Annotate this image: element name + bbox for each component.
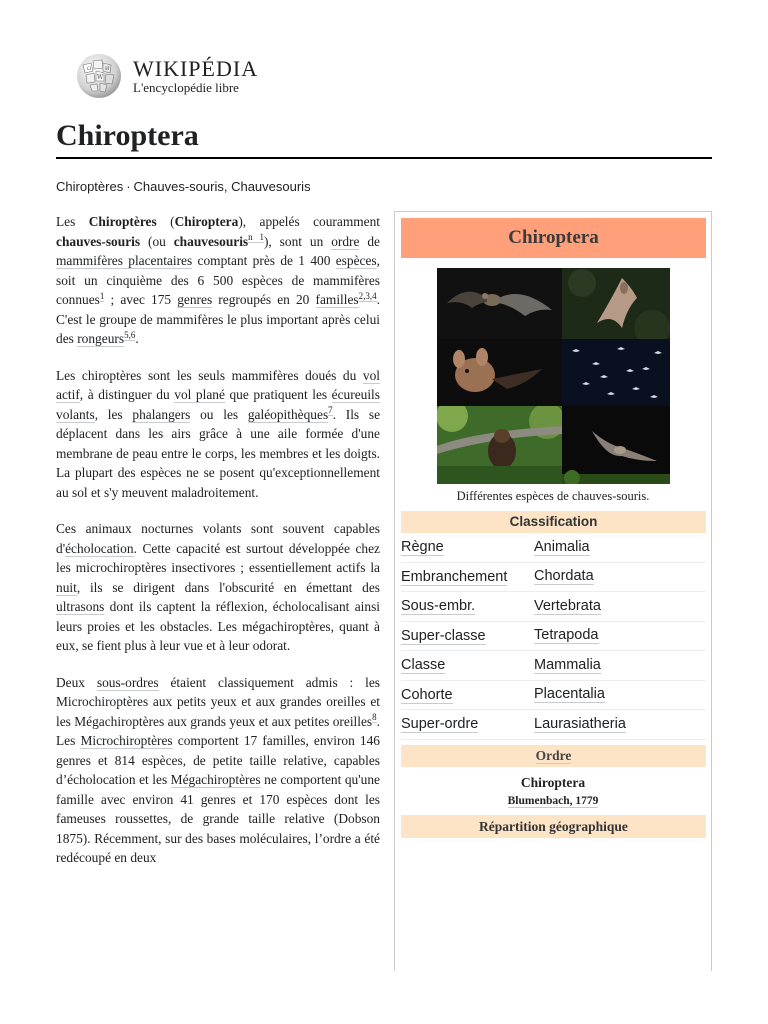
bold-term: chauvesouris — [173, 233, 249, 249]
svg-text:Ω: Ω — [87, 66, 92, 72]
value-sous-embranchement[interactable]: Vertebrata — [534, 597, 601, 614]
rank-embranchement[interactable]: Embranchement — [401, 568, 508, 585]
paragraph-intro: Les Chiroptères (Chiroptera), appelés couramment chauves-souris (ou chauvesouris$^{n 1}$), sont un ordre de mammifères placentaires comptant près de 1 400 espèces, soit un cinquième des 6 500 espèces de mammifères connues$^1$ ; avec 175 genres regroupés en 20 familles$^{2,3,4}$. C'est le groupe de mammifères le plus important après celui des rongeurs$^{5,6}$. — [56, 214, 381, 346]
citation-ref[interactable]: 8 — [372, 712, 377, 723]
taxonomy-row — [401, 651, 706, 681]
citation-ref[interactable]: 1 — [99, 290, 105, 301]
note-ref[interactable]: n 1 — [248, 232, 264, 243]
link-echolocation[interactable]: écholocation — [65, 540, 134, 556]
citation-ref[interactable]: 7 — [328, 405, 333, 416]
bold-term: Chiroptères — [88, 214, 157, 229]
bat-photo-2 — [562, 268, 670, 339]
link-microchiropteres[interactable]: Microchiroptères — [80, 733, 173, 748]
link-mammiferes-placentaires[interactable]: mammifères placentaires — [56, 253, 193, 268]
value-regne[interactable]: Animalia — [534, 538, 590, 555]
bold-term: Chiroptera — [174, 214, 239, 229]
bat-photo-mosaic[interactable] — [437, 268, 670, 484]
article-body — [56, 212, 380, 885]
aliases-line — [56, 179, 311, 194]
citation-ref[interactable]: 2,3,4 — [358, 290, 377, 301]
rank-cohorte[interactable]: Cohorte — [401, 686, 453, 703]
classification-header: Classification — [401, 511, 706, 533]
link-sous-ordres[interactable]: sous-ordres — [96, 674, 159, 690]
logo-wordmark: WIKIPÉDIA — [133, 56, 259, 81]
taxonomy-row — [401, 533, 706, 563]
bat-photo-4 — [562, 339, 670, 406]
ordre-authority[interactable]: Blumenbach, 1779 — [507, 794, 599, 807]
link-especes[interactable]: espèces — [335, 253, 377, 268]
taxonomy-row — [401, 563, 706, 593]
ordre-name: Chiroptera — [520, 774, 586, 790]
citation-ref[interactable]: 5,6 — [124, 329, 136, 340]
rank-classe[interactable]: Classe — [401, 657, 446, 674]
alias-1: Chiroptères — [56, 179, 124, 194]
bat-photo-6 — [562, 406, 670, 484]
value-embranchement[interactable]: Chordata — [534, 568, 594, 585]
ordre-header[interactable]: Ordre — [401, 745, 706, 767]
taxonomy-row — [401, 622, 706, 652]
alias-separator: · — [126, 179, 131, 194]
value-classe[interactable]: Mammalia — [534, 656, 601, 673]
taxonomy-table — [395, 533, 711, 740]
link-phalangers[interactable]: phalangers — [132, 406, 191, 422]
value-super-ordre[interactable]: Laurasiatheria — [534, 715, 626, 732]
rank-sous-embranchement[interactable]: Sous-embr. — [401, 598, 476, 615]
repartition-header: Répartition géographique — [401, 815, 706, 838]
link-ultrasons[interactable]: ultrasons — [56, 599, 105, 614]
taxonomy-row — [401, 681, 706, 711]
bat-photo-5 — [437, 406, 562, 484]
link-vol-actif[interactable]: vol actif — [56, 367, 380, 402]
link-megachiropteres[interactable]: Mégachiroptères — [170, 772, 261, 787]
bat-photo-1 — [437, 268, 562, 339]
link-familles[interactable]: familles — [315, 292, 359, 307]
link-ordre[interactable]: ordre — [331, 233, 360, 249]
link-nuit[interactable]: nuit — [56, 579, 77, 595]
logo-tagline: L'encyclopédie libre — [133, 80, 239, 95]
link-ecureuils-volants[interactable]: écureuils volants — [56, 387, 380, 422]
title-divider — [56, 157, 712, 159]
svg-text:И: И — [105, 66, 110, 72]
paragraph-vol: Les chiroptères sont les seuls mammifères doués du vol actif, à distinguer du vol plané que pratiquent les écureuils volants, les phalangers ou les galéopithèques$^7$. Ils se déplacent dans les airs grâce à une aile formée d'une membrane de peau entre le corps, les membres et les doigts. La plupart des espèces ne se posent qu'exceptionnellement au sol et s'y meuvent maladroitement. — [56, 367, 381, 500]
taxonomy-row — [401, 710, 706, 740]
link-genres[interactable]: genres — [177, 292, 213, 307]
wikipedia-logo[interactable] — [75, 53, 258, 99]
wikipedia-globe-icon — [75, 53, 123, 99]
link-galeopitheques[interactable]: galéopithèques — [247, 406, 329, 422]
link-rongeurs[interactable]: rongeurs — [77, 331, 125, 346]
paragraph-sous-ordres: Deux sous-ordres étaient classiquement admis : les Microchiroptères aux petits yeux et aux grandes oreilles et les Mégachiroptères aux grands yeux et aux petites oreilles$^8$. Les Microchiroptères comportent 17 familles, environ 146 genres et 814 espèces, de petite taille relative, capables d’écholocation et les Mégachiroptères ne comportent qu'une famille avec environ 41 genres et 170 espèces dont les fameuses roussettes, de grande taille relative (Dobson 1875). Récemment, sur des bases moléculaires, l’ordre a été redécoupé en deux — [56, 674, 380, 865]
svg-text:W: W — [97, 74, 104, 81]
mosaic-caption: Différentes espèces de chauves-souris. — [456, 489, 650, 503]
paragraph-echolocation: Ces animaux nocturnes volants sont souvent capables d'écholocation. Cette capacité est surtout développée chez les microchiroptères insectivores ; essentiellement actifs la nuit, ils se dirigent dans l'obscurité en émettant des ultrasons dont ils captent la réflexion, écholocalisant ainsi leurs proies et les obstacles. Les mégachiroptères, quant à eux, se fient plus à leur vue et à leur odorat. — [56, 521, 380, 653]
value-cohorte[interactable]: Placentalia — [534, 686, 605, 703]
rank-super-ordre[interactable]: Super-ordre — [401, 716, 479, 733]
value-super-classe[interactable]: Tetrapoda — [534, 627, 599, 644]
taxobox-title: Chiroptera — [401, 218, 706, 258]
alias-2: Chauves-souris, Chauvesouris — [133, 179, 311, 194]
rank-super-classe[interactable]: Super-classe — [401, 627, 486, 644]
bold-term: chauves-souris — [56, 233, 141, 249]
bat-photo-3 — [437, 339, 562, 406]
taxobox — [394, 211, 712, 971]
link-vol-plane[interactable]: vol plané — [174, 387, 225, 402]
rank-regne[interactable]: Règne — [401, 539, 444, 556]
taxonomy-row — [401, 592, 706, 622]
page-title: Chiroptera — [56, 119, 199, 152]
